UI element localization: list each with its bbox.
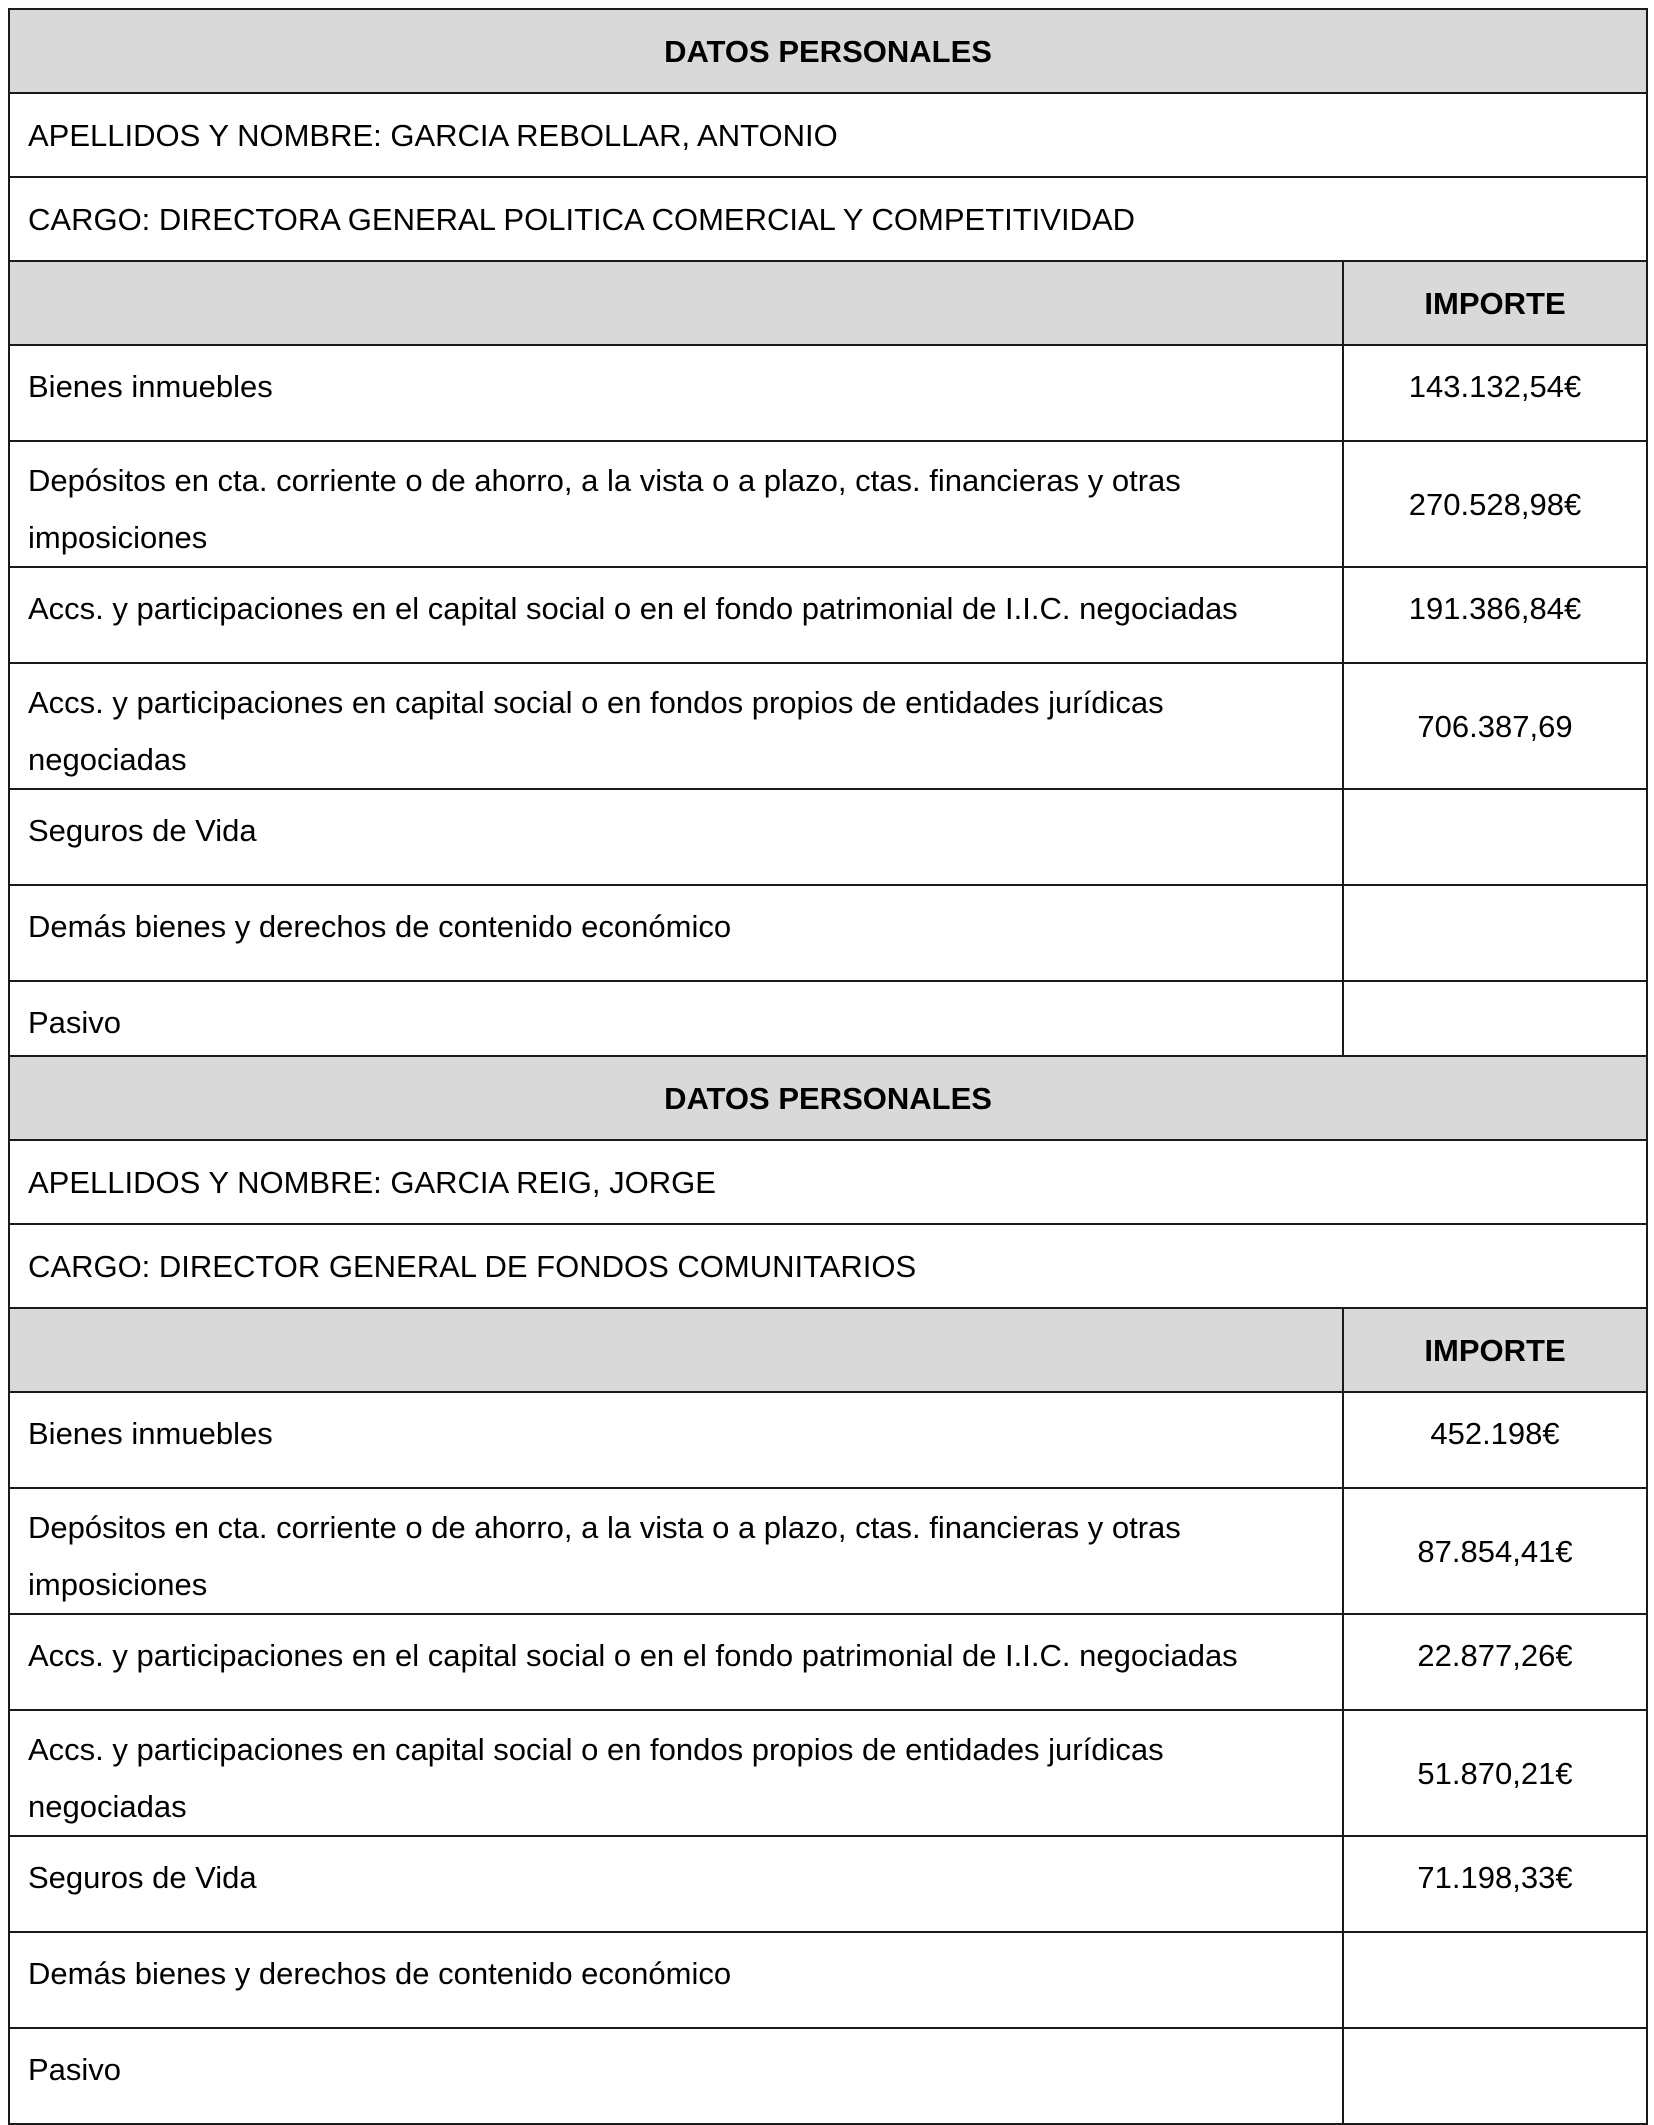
row-amount: 706.387,69 <box>1343 663 1647 789</box>
name-line: APELLIDOS Y NOMBRE: GARCIA REIG, JORGE <box>9 1140 1647 1224</box>
table-row <box>9 1932 1647 2028</box>
table-row <box>9 1614 1647 1710</box>
table-row <box>9 1488 1647 1614</box>
row-amount: 51.870,21€ <box>1343 1710 1647 1836</box>
table-row <box>9 1836 1647 1932</box>
row-label: Demás bienes y derechos de contenido económico <box>9 885 1343 981</box>
row-amount <box>1343 2028 1647 2124</box>
row-amount <box>1343 789 1647 885</box>
row-label: Seguros de Vida <box>9 1836 1343 1932</box>
name-line: APELLIDOS Y NOMBRE: GARCIA REBOLLAR, ANTONIO <box>9 93 1647 177</box>
table-row <box>9 345 1647 441</box>
table-row <box>9 2028 1647 2124</box>
row-amount: 143.132,54€ <box>1343 345 1647 441</box>
row-label: Pasivo <box>9 981 1343 1077</box>
row-label: Seguros de Vida <box>9 789 1343 885</box>
section-title: DATOS PERSONALES <box>9 9 1647 93</box>
label-column-header <box>9 261 1343 345</box>
row-label: Pasivo <box>9 2028 1343 2124</box>
declaration-table-2 <box>8 1055 1648 2125</box>
row-label: Accs. y participaciones en capital social o en fondos propios de entidades jurídicas negociadas <box>9 663 1343 789</box>
cargo-line: CARGO: DIRECTOR GENERAL DE FONDOS COMUNITARIOS <box>9 1224 1647 1308</box>
row-label: Accs. y participaciones en capital social o en fondos propios de entidades jurídicas negociadas <box>9 1710 1343 1836</box>
row-label: Accs. y participaciones en el capital social o en el fondo patrimonial de I.I.C. negociadas <box>9 567 1343 663</box>
row-amount: 270.528,98€ <box>1343 441 1647 567</box>
table-row <box>9 1710 1647 1836</box>
row-label: Demás bienes y derechos de contenido económico <box>9 1932 1343 2028</box>
amount-column-header: IMPORTE <box>1343 261 1647 345</box>
table-row <box>9 1392 1647 1488</box>
amount-column-header: IMPORTE <box>1343 1308 1647 1392</box>
row-amount: 22.877,26€ <box>1343 1614 1647 1710</box>
row-amount: 87.854,41€ <box>1343 1488 1647 1614</box>
table-row <box>9 567 1647 663</box>
row-amount <box>1343 1932 1647 2028</box>
row-amount: 71.198,33€ <box>1343 1836 1647 1932</box>
row-label: Accs. y participaciones en el capital social o en el fondo patrimonial de I.I.C. negociadas <box>9 1614 1343 1710</box>
table-row <box>9 441 1647 567</box>
declaration-table-1 <box>8 8 1648 1078</box>
table-row <box>9 789 1647 885</box>
table-row <box>9 885 1647 981</box>
row-label: Bienes inmuebles <box>9 345 1343 441</box>
row-amount: 191.386,84€ <box>1343 567 1647 663</box>
row-label: Depósitos en cta. corriente o de ahorro, a la vista o a plazo, ctas. financieras y otras imposiciones <box>9 441 1343 567</box>
cargo-line: CARGO: DIRECTORA GENERAL POLITICA COMERCIAL Y COMPETITIVIDAD <box>9 177 1647 261</box>
row-amount: 452.198€ <box>1343 1392 1647 1488</box>
row-label: Bienes inmuebles <box>9 1392 1343 1488</box>
row-label: Depósitos en cta. corriente o de ahorro, a la vista o a plazo, ctas. financieras y otras imposiciones <box>9 1488 1343 1614</box>
table-row <box>9 663 1647 789</box>
label-column-header <box>9 1308 1343 1392</box>
section-title: DATOS PERSONALES <box>9 1056 1647 1140</box>
row-amount <box>1343 885 1647 981</box>
